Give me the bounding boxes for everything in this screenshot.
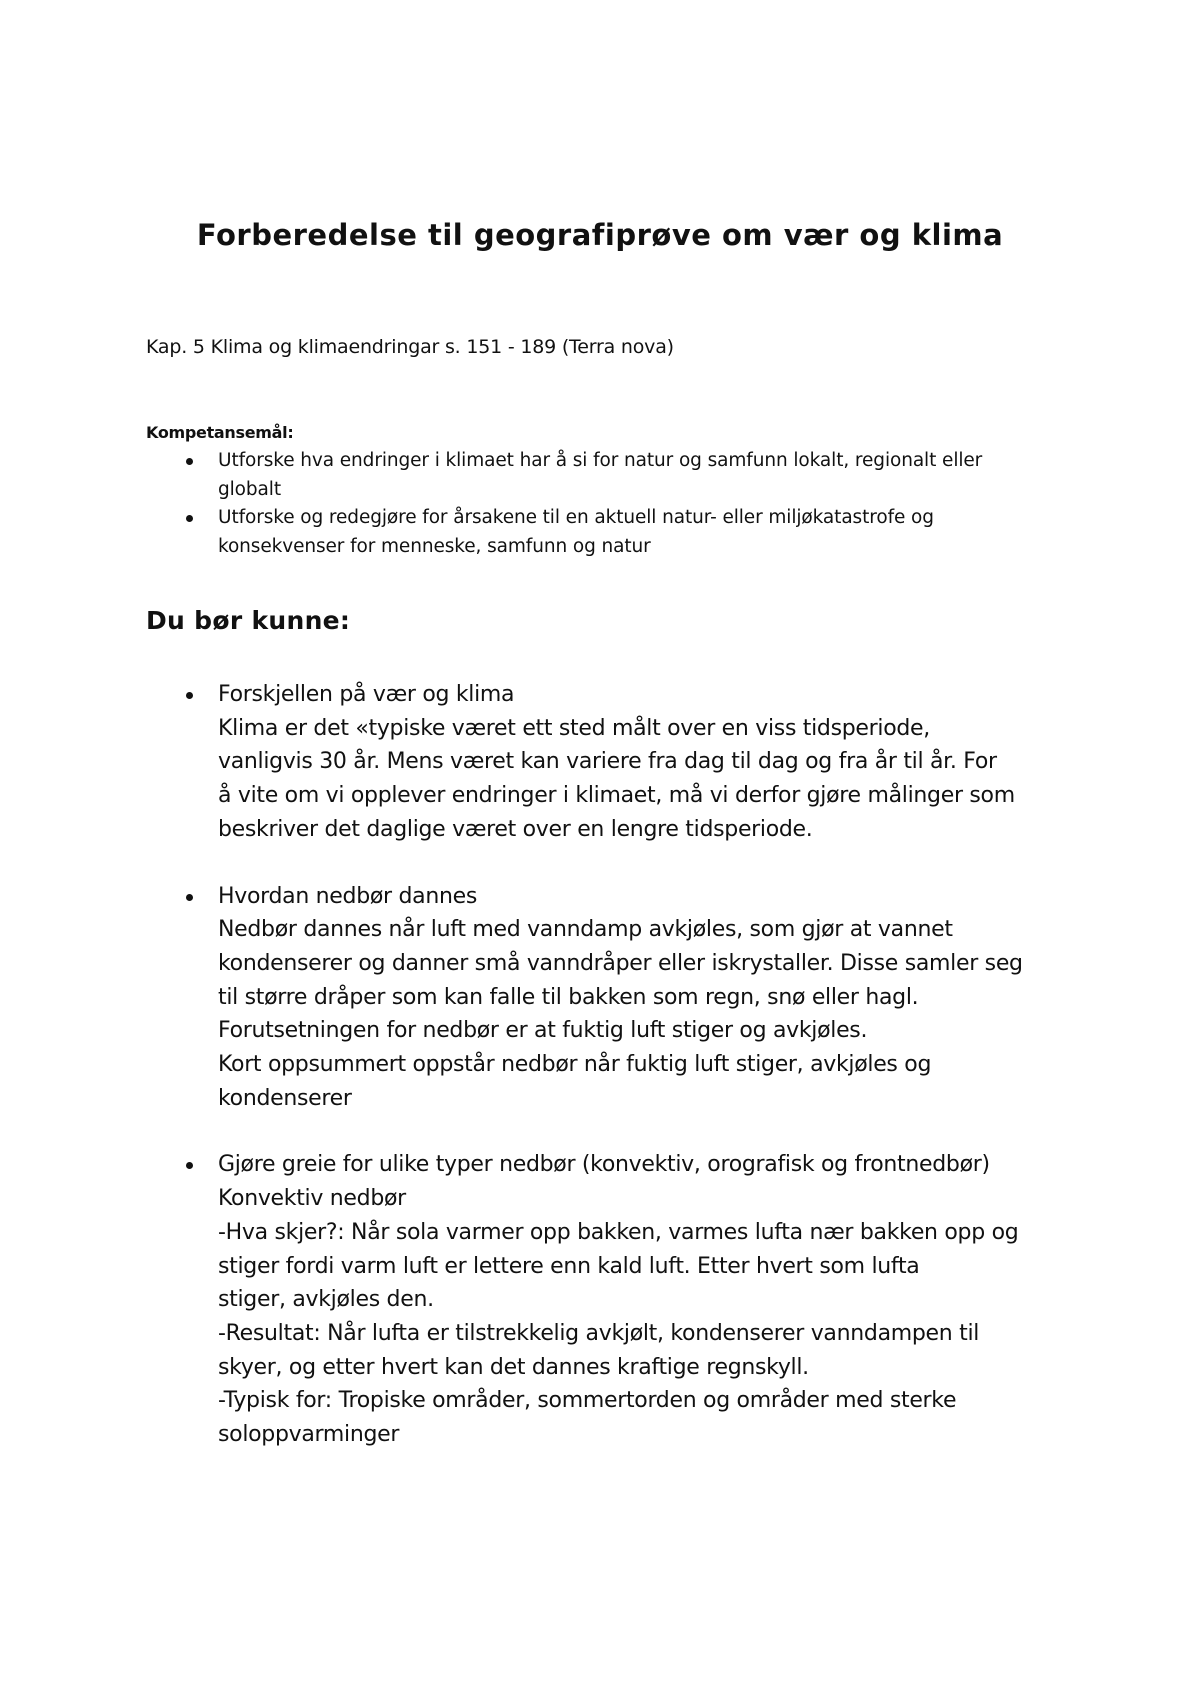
competence-list <box>146 447 1046 561</box>
bullet-icon <box>186 1162 193 1169</box>
topic-line: kondenserer og danner små vanndråper eller iskrystaller. Disse samler seg <box>218 950 1023 976</box>
topic-line: skyer, og etter hvert kan det dannes kraftige regnskyll. <box>218 1354 809 1380</box>
bullet-icon <box>186 894 193 901</box>
bullet-icon <box>186 458 193 465</box>
topic-line: stiger fordi varm luft er lettere enn kald luft. Etter hvert som lufta <box>218 1253 920 1279</box>
topic-line: soloppvarminger <box>218 1422 400 1448</box>
topic-line: beskriver det daglige været over en lengre tidsperiode. <box>218 816 813 842</box>
topic-line: Konvektiv nedbør <box>218 1186 406 1212</box>
topic-line: vanligvis 30 år. Mens været kan variere fra dag til dag og fra år til år. For <box>218 749 997 775</box>
competence-label: Kompetansemål: <box>146 423 294 442</box>
topic-line: Klima er det «typiske været ett sted målt over en viss tidsperiode, <box>218 715 930 741</box>
topic-heading: Gjøre greie for ulike typer nedbør (konvektiv, orografisk og frontnedbør) <box>218 1152 990 1178</box>
topic-line: kondenserer <box>218 1085 352 1111</box>
document-title: Forberedelse til geografiprøve om vær og klima <box>196 218 1004 252</box>
competence-line: Utforske og redegjøre for årsakene til en aktuell natur- eller miljøkatastrofe og <box>218 507 934 528</box>
competence-line: globalt <box>218 478 281 500</box>
topic-line: Nedbør dannes når luft med vanndamp avkjøles, som gjør at vannet <box>218 917 953 943</box>
topic-weather-vs-climate <box>146 678 1076 847</box>
topic-precipitation-types <box>146 1148 1076 1451</box>
competence-item <box>146 504 1046 561</box>
topic-line: -Typisk for: Tropiske områder, sommertorden og områder med sterke <box>218 1388 957 1414</box>
source-reference: Kap. 5 Klima og klimaendringar s. 151 - 189 (Terra nova) <box>146 336 674 358</box>
topic-heading: Hvordan nedbør dannes <box>218 883 478 909</box>
competence-item <box>146 447 1046 504</box>
topic-line: til større dråper som kan falle til bakken som regn, snø eller hagl. <box>218 984 919 1010</box>
competence-line: konsekvenser for menneske, samfunn og natur <box>218 535 651 557</box>
bullet-icon <box>186 692 193 699</box>
topic-line: stiger, avkjøles den. <box>218 1287 434 1313</box>
bullet-icon <box>186 515 193 522</box>
topic-line: Forutsetningen for nedbør er at fuktig luft stiger og avkjøles. <box>218 1018 868 1044</box>
topic-precipitation-formation <box>146 880 1076 1116</box>
topic-line: å vite om vi opplever endringer i klimaet, må vi derfor gjøre målinger som <box>218 783 1015 809</box>
topic-heading: Forskjellen på vær og klima <box>218 682 515 707</box>
section-heading: Du bør kunne: <box>146 606 351 635</box>
topic-list <box>146 678 1076 1452</box>
topic-line: -Hva skjer?: Når sola varmer opp bakken, varmes lufta nær bakken opp og <box>218 1219 1019 1245</box>
topic-line: -Resultat: Når lufta er tilstrekkelig avkjølt, kondenserer vanndampen til <box>218 1320 980 1346</box>
competence-line: Utforske hva endringer i klimaet har å si for natur og samfunn lokalt, regionalt eller <box>218 450 983 471</box>
topic-line: Kort oppsummert oppstår nedbør når fuktig luft stiger, avkjøles og <box>218 1052 932 1078</box>
